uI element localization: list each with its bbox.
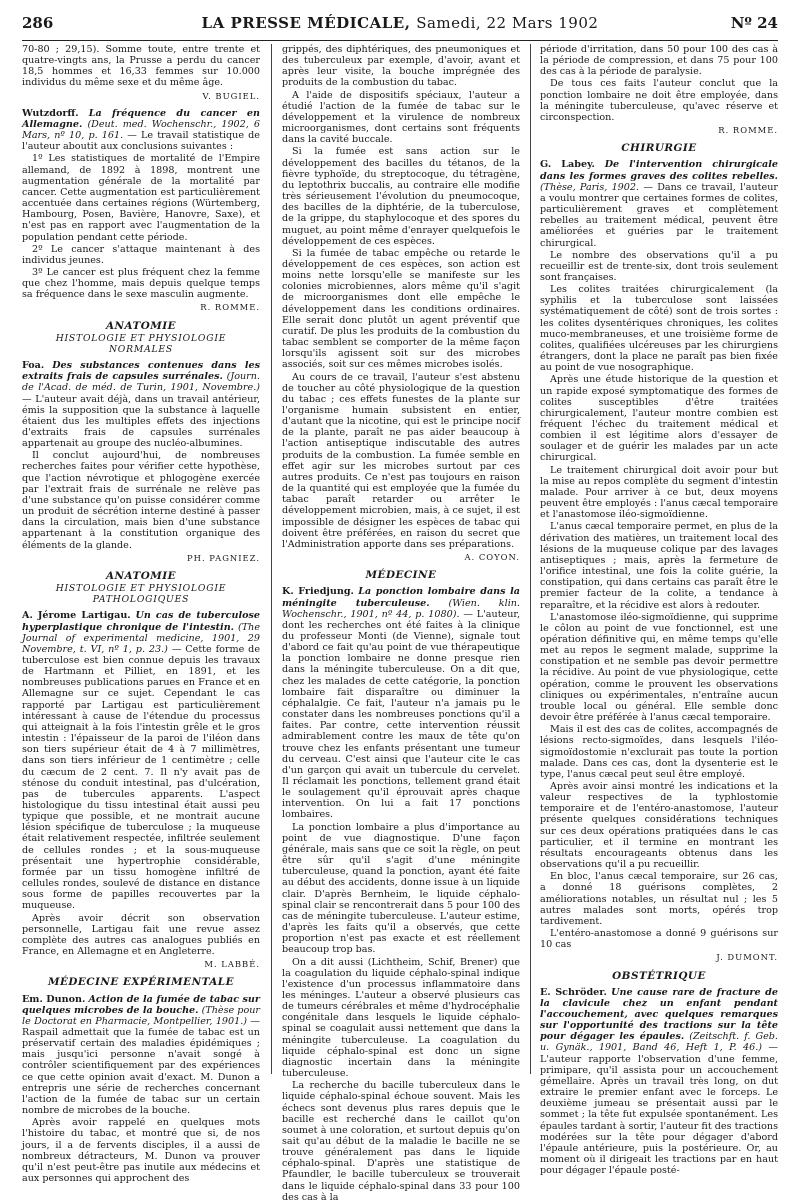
signature: J. DUMONT.: [716, 952, 778, 963]
article-author: K. Friedjung.: [282, 586, 354, 598]
paragraph: De tous ces faits l'auteur conclut que la ponction lombaire ne doit être employée, dans la méningite tuberculeuse, qu'avec réserve et circonspection.: [540, 78, 778, 123]
signature: M. LABBÉ.: [204, 959, 260, 970]
article-author: E. Schröder.: [540, 986, 607, 998]
article-title: De l'intervention chirurgicale dans les formes graves des colites rebelles.: [540, 159, 778, 182]
masthead: [22, 14, 778, 32]
paragraph: Les colites traitées chirurgicalement (la syphilis et la tuberculose sont laissées systématiquement de côté) sont de trois sortes : les colites dysentériques chroniques, les colites muco-membraneuses, et une troisième forme de colites, qualifiées ulcéreuses par les chirurgiens étrangers, dont la place ne paraît pas bien fixée au point de vue nosographique.: [540, 284, 778, 374]
article-reference: (Journ. de l'Acad. de méd. de Turin, 1901, Novembre.): [22, 371, 260, 394]
section-title: OBSTÉTRIQUE: [612, 969, 706, 982]
article-reference: (The Journal of experimental medicine, 1901, 29 Novembre, t. VI, nº 1, p. 23.): [22, 621, 260, 655]
page-header: [22, 12, 778, 42]
section-title: CHIRURGIE: [621, 142, 697, 155]
paragraph: Au cours de ce travail, l'auteur s'est abstenu de toucher au côté physiologique de la question du tabac ; ces effets funestes de la plante sur l'organisme humain subsistent en entier, d'autant que la nicotine, qui est le principe nocif de la plante, paraît ne pas aider beaucoup à l'action antiseptique indiscutable des autres produits de la combustion. La fumée semble en effet agir sur les microbes surtout par ces autres produits. Ce n'est pas toujours en raison de la quantité qui est employée que la fumée du tabac paraît retarder ou arrêter le développement microbien, mais, à ce sujet, il est impossible de désigner les espèces de tabac qui doivent être préférées, en raison du secret que l'Administration apporte dans ses préparations.: [282, 371, 520, 550]
article-title: Des substances contenues dans les extraits frais de capsules surrénales.: [22, 360, 260, 383]
column-right: [540, 44, 778, 1177]
paragraph: A l'aide de dispositifs spéciaux, l'auteur a étudié l'action de la fumée de tabac sur le développement et la virulence de nombreux microorganismes, dont certains sont fréquents dans la cavité buccale.: [282, 89, 520, 146]
column-divider: [530, 44, 531, 1074]
paragraph: Si la fumée est sans action sur le développement des bacilles du tétanos, de la fièvre typhoïde, du streptocoque, du tétragène, du leptothrix buccalis, au contraire elle modifie très sérieusement l'évolution du pneumocoque, des bacilles de la diphtérie, de la tuberculose, de la grippe, du staphylocoque et des spores du muguet, au point même d'enrayer quelquefois le développement de ces espèces.: [282, 146, 520, 247]
paragraph-text: — Cette forme de tuberculose est bien connue depuis les travaux de Hartmann et Pilliet, en 1891, et les nombreuses publications parues en France et en Allemagne sur ce sujet. Cependant le cas rapporté par Lartigau est particulièrement intéressant à cause de l'étendue du processus qui atteignait à la fois l'intestin grêle et le gros intestin : l'épaisseur de la paroi de l'iléon dans son tiers supérieur était de 4 à 7 millimètres, dans son tiers inférieur de 1 centimètre ; celle du cæcum de 2 cent. 7. Il n'y avait pas de sténose du conduit intestinal, pas d'ulcération, pas de tubercules apparents. L'aspect histologique du tissu intestinal était aussi peu typique que possible, et ne montrait aucune lésion spécifique de tuberculose ; la muqueuse était relativement respectée, infiltrée seulement de cellules rondes ; et la sous-muqueuse présentait une hypertrophie considérable, formée par un tissu homogène infiltré de cellules rondes, soulevé de distance en distance sous forme de papilles recouvertes par la muqueuse.: [22, 643, 261, 912]
paragraph: 70-80 ; 29,15). Somme toute, entre trente et quatre-vingts ans, la Prusse a perdu du cancer 18,5 hommes et 16,33 femmes sur 10.000 individus du même sexe et du même âge.: [22, 44, 260, 89]
column-divider: [271, 44, 272, 1074]
signature: R. ROMME.: [200, 302, 260, 313]
article-author: Em. Dunon.: [22, 993, 86, 1005]
signature: PH. PAGNIEZ.: [187, 552, 260, 563]
paragraph: période d'irritation, dans 50 pour 100 des cas à la période de compression, et dans 75 pour 100 des cas à la période de paralysie.: [540, 44, 778, 78]
section-subtitle: HISTOLOGIE ET PHYSIOLOGIE PATHOLOGIQUES: [55, 583, 227, 606]
section-title: ANATOMIE: [105, 319, 177, 332]
page-number: 286: [22, 14, 54, 32]
section-title: MÉDECINE EXPÉRIMENTALE: [47, 976, 235, 989]
journal-title: LA PRESSE MÉDICALE,: [201, 14, 411, 32]
paragraph: Le traitement chirurgical doit avoir pour but la mise au repos complète du segment d'intestin malade. Pour arriver à ce but, deux moyens peuvent être employés : l'anus cæcal temporaire et l'anastomose iléo-sigmoïdienne.: [540, 464, 778, 521]
paragraph-text: — Le travail statistique de l'auteur aboutit aux conclusions suivantes :: [22, 130, 260, 153]
article-title: La ponction lombaire dans la méningite tuberculeuse.: [282, 586, 520, 609]
article-title: La fréquence du cancer en Allemagne.: [22, 107, 260, 130]
article-title: Une cause rare de fracture de la clavicule chez un enfant pendant l'accouchement, avec quelques remarques sur l'opportunité des tractions sur la tête pour dégager les épaules.: [540, 986, 778, 1043]
paragraph: L'anus cæcal temporaire permet, en plus de la dérivation des matières, un traitement local des lésions de la muqueuse colique par des lavages antiseptiques ; mais, après la fermeture de l'orifice intestinal, une fois la colite guérie, la constipation, qui dans certains cas paraît être le premier facteur de la colite, a tendance à reparaître, et la récidive est alors à redouter.: [540, 521, 778, 611]
signature: R. ROMME.: [718, 125, 778, 136]
paragraph-text: — L'auteur rapporte l'observation d'une femme, primipare, qu'il assista pour un accouchement gémellaire. Après un travail très long, on dut extraire le premier enfant avec le forceps. Le deuxième jumeau se présentait aussi par le sommet ; la tête fut expulsée spontanément. Les épaules tardant à sortir, l'auteur fit des tractions modérées sur la tête pour dégager d'abord l'épaule antérieure, puis la postérieure. Or, au moment où il dirigeait les tractions par en haut pour dégager l'épaule posté-: [540, 1042, 778, 1177]
paragraph: Si la fumée de tabac empêche ou retarde le développement de ces espèces, son action est moins nette lorsqu'elle se manifeste sur les colonies microbiennes, alors même qu'il s'agit de microorganismes dont elle empêche le développement dans les conditions ordinaires. Elle serait donc plutôt un agent préventif que curatif. De plus les produits de la combustion du tabac semblent se comporter de la même façon lorsqu'ils agissent soit sur des microbes associés, soit sur ces mêmes microbes isolés.: [282, 247, 520, 371]
paragraph: 3º Le cancer est plus fréquent chez la femme que chez l'homme, mais depuis quelque temps sa fréquence dans le sexe masculin augmente.: [22, 266, 260, 301]
article-lead: [22, 360, 260, 449]
article-title: Un cas de tuberculose hyperplastique chronique de l'intestin.: [22, 610, 260, 633]
section-subtitle: HISTOLOGIE ET PHYSIOLOGIE NORMALES: [55, 332, 227, 355]
paragraph: 2º Le cancer s'attaque maintenant à des individus jeunes.: [22, 243, 260, 266]
paragraph: Après avoir décrit son observation personnelle, Lartigau fait une revue assez complète des autres cas analogues publiés en France, en Allemagne et en Angleterre.: [22, 912, 260, 958]
issue-number: Nº 24: [730, 14, 778, 32]
paragraph: Après avoir ainsi montré les indications et la valeur respectives de la typhlostomie temporaire et de l'entéro-anastomose, l'auteur présente quelques considérations techniques sur ces deux opérations pratiquées dans le cas particulier, et il termine en montrant les résultats encourageants obtenus dans les observations qu'il a pu recueillir.: [540, 781, 778, 871]
article-lead: [22, 994, 260, 1117]
header-rule: [22, 40, 778, 41]
section-title: ANATOMIE: [105, 569, 177, 582]
article-lead: [22, 610, 260, 911]
article-lead: [282, 586, 520, 820]
article-author: Wutzdorff.: [22, 107, 79, 119]
paragraph: La recherche du bacille tuberculeux dans le liquide céphalo-spinal échoue souvent. Mais les échecs sont devenus plus rares depuis que le bacille est recherché dans le caillot qu'on soumet à une coloration, et surtout depuis qu'on sait qu'au début de la maladie le bacille ne se trouve généralement pas dans le liquide céphalo-spinal. D'après une statistique de Pfaundler, le bacille tuberculeux se trouverait dans le liquide céphalo-spinal dans 33 pour 100 des cas à la: [282, 1080, 520, 1203]
paragraph: La ponction lombaire a plus d'importance au point de vue diagnostique. D'une façon générale, mais sans que ce soit la règle, on peut être sûr qu'il s'agit d'une méningite tuberculeuse, quand la ponction, ayant été faite au début des accidents, donne issue à un liquide clair. D'après Bernheim, le liquide céphalo-spinal clair se rencontrerait dans 5 pour 100 des cas de méningite tuberculeuse. L'auteur estime, d'après les faits qu'il a observés, que cette proportion n'est pas exacte et est réellement beaucoup trop bas.: [282, 821, 520, 956]
paragraph: Mais il est des cas de colites, accompagnés de lésions recto-sigmoïdes, dans lesquels l'iléo-sigmoïdostomie n'exclurait pas toute la portion malade. Dans ces cas, dont la dysenterie est le type, l'anus cæcal peut seul être employé.: [540, 724, 778, 780]
article-author: Foa.: [22, 360, 45, 372]
article-reference: (Zeitschft. f. Geb. u. Gynäk., 1901, Band 46, Heft 1, P. 46.): [540, 1031, 778, 1054]
paragraph: Après une étude historique de la question et un rapide exposé symptomatique des formes de colites susceptibles d'être traitées chirurgicalement, l'auteur montre combien est fréquent l'échec du traitement médical et combien il est légitime alors d'essayer de soulager et de guérir les malades par un acte chirurgical.: [540, 374, 778, 464]
column-middle: [282, 44, 520, 1203]
paragraph-text: — L'auteur, dont les recherches ont été faites à la clinique du professeur Monti (de Vienne), signale tout d'abord ce fait qu'au point de vue thérapeutique la ponction lombaire ne donne presque rien dans la méningite tuberculeuse. On a dit que, chez les malades de cette catégorie, la ponction lombaire fait disparaître ou diminuer la céphalalgie. Ce fait, l'auteur n'a jamais pu le constater dans les nombreuses ponctions qu'il a faites. Par contre, cette intervention réussit admirablement contre les maux de tête qu'on trouve chez les enfants présentant une tumeur du cerveau. C'est ainsi que l'auteur cite le cas d'un garçon qui avait un tubercule du cervelet. Il réclamait les ponctions, tellement grand était le soulagement qu'il éprouvait après chaque intervention. On lui a fait 17 ponctions lombaires.: [282, 608, 520, 821]
paragraph-text: — Dans ce travail, l'auteur a voulu montrer que certaines formes de colites, particulièrement graves et complètement rebelles au traitement médical, peuvent être améliorées et guéries par le traitement chirurgical.: [540, 181, 778, 249]
paragraph: L'entéro-anastomose a donné 9 guérisons sur 10 cas: [540, 928, 778, 951]
article-reference: (Deut. med. Wochenschr., 1902, 6 Mars, nº 10, p. 161.: [22, 118, 260, 142]
section-title: MÉDECINE: [365, 569, 437, 582]
article-author: A. Jérome Lartigau.: [22, 610, 131, 622]
paragraph-text: — L'auteur avait déjà, dans un travail antérieur, émis la supposition que la substance à laquelle étaient dus les multiples effets des injections d'extraits frais de capsules surrénales appartenait au groupe des nucléo-albumines.: [22, 393, 260, 450]
article-reference: (Wien. klin. Wochenschr., 1901, nº 44, p. 1080).: [282, 597, 520, 620]
article-lead: [22, 108, 260, 153]
paragraph: 1º Les statistiques de mortalité de l'Empire allemand, de 1892 à 1898, montrent une augmentation générale de la mortalité par cancer. Cette augmentation est particulièrement accentuée dans certaines régions (Würtemberg, Hambourg, Posen, Bavière, Hanovre, Saxe), et n'est pas en rapport avec l'augmentation de la population pendant cette période.: [22, 153, 260, 243]
article-reference: (Thèse, Paris, 1902.: [540, 181, 640, 193]
issue-date: Samedi, 22 Mars 1902: [416, 14, 599, 32]
article-lead: [540, 987, 778, 1177]
paragraph-text: — Raspail admettait que la fumée de tabac est un préservatif certain des maladies épidémiques ; mais jusqu'ici personne n'avait songé à contrôler scientifiquement par des expériences ce que cette opinion avait d'exact. M. Dunon a entrepris une série de recherches concernant l'action de la fumée de tabac sur un certain nombre de microbes de la bouche.: [22, 1015, 260, 1117]
paragraph: Après avoir rappelé en quelques mots l'histoire du tabac, et montré que si, de nos jours, il a de fervents disciples, il a aussi de nombreux détracteurs, M. Dunon va prouver qu'il n'est peut-être pas inutile aux médecins et aux personnes qui approchent des: [22, 1117, 260, 1184]
article-author: G. Labey.: [540, 159, 595, 171]
signature: V. BUGIEL.: [202, 90, 260, 101]
article-title: Action de la fumée de tabac sur quelques microbes de la bouche.: [22, 993, 260, 1016]
paragraph: Il conclut aujourd'hui, de nombreuses recherches faites pour vérifier cette hypothèse, que l'action névrotique et phlogogène exercée par l'extrait frais de surrénale ne relève pas d'une substance qu'on puisse considérer comme un produit de sécrétion interne destiné à passer dans la circulation, mais bien d'une substance appartenant à la constitution organique des éléments de la glande.: [22, 450, 260, 551]
paragraph: L'anastomose iléo-sigmoïdienne, qui supprime le côlon au point de vue fonctionnel, est une opération définitive qui, en même temps qu'elle met au repos le segment malade, supprime la constipation et ne semble pas devoir permettre la récidive. Au point de vue physiologique, cette opération, comme le prouvent les observations cliniques ou expérimentales, n'entraîne aucun trouble local ou général. Elle semble donc devoir être préférée à l'anus cæcal temporaire.: [540, 611, 778, 724]
paragraph: On a dit aussi (Lichtheim, Schif, Brener) que la coagulation du liquide céphalo-spinal indique l'existence d'un processus inflammatoire dans les méninges. L'auteur a observé plusieurs cas de tumeurs cérébrales et même d'hydrocéphalie congénitale dans lesquels le liquide céphalo-spinal se coagulait aussi nettement que dans la méningite tuberculeuse. La coagulation du liquide céphalo-spinal est donc un signe diagnostic incertain dans la méningite tuberculeuse.: [282, 956, 520, 1080]
column-left: [22, 44, 261, 1184]
signature: A. COYON.: [464, 552, 520, 563]
paragraph: grippés, des diphtériques, des pneumoniques et des tuberculeux par exemple, d'avoir, avant et après leur visite, la bouche imprégnée des produits de la combustion du tabac.: [282, 44, 520, 89]
article-reference: (Thèse pour le Doctorat en Pharmacie, Montpellier, 1901.): [22, 1004, 260, 1027]
paragraph: Le nombre des observations qu'il a pu recueillir est de trente-six, dont trois seulement sont françaises.: [540, 249, 778, 283]
paragraph: En bloc, l'anus cæcal temporaire, sur 26 cas, a donné 18 guérisons complètes, 2 améliorations notables, un résultat nul ; les 5 autres malades sont morts, opérés trop tardivement.: [540, 871, 778, 927]
article-lead: [540, 159, 778, 248]
